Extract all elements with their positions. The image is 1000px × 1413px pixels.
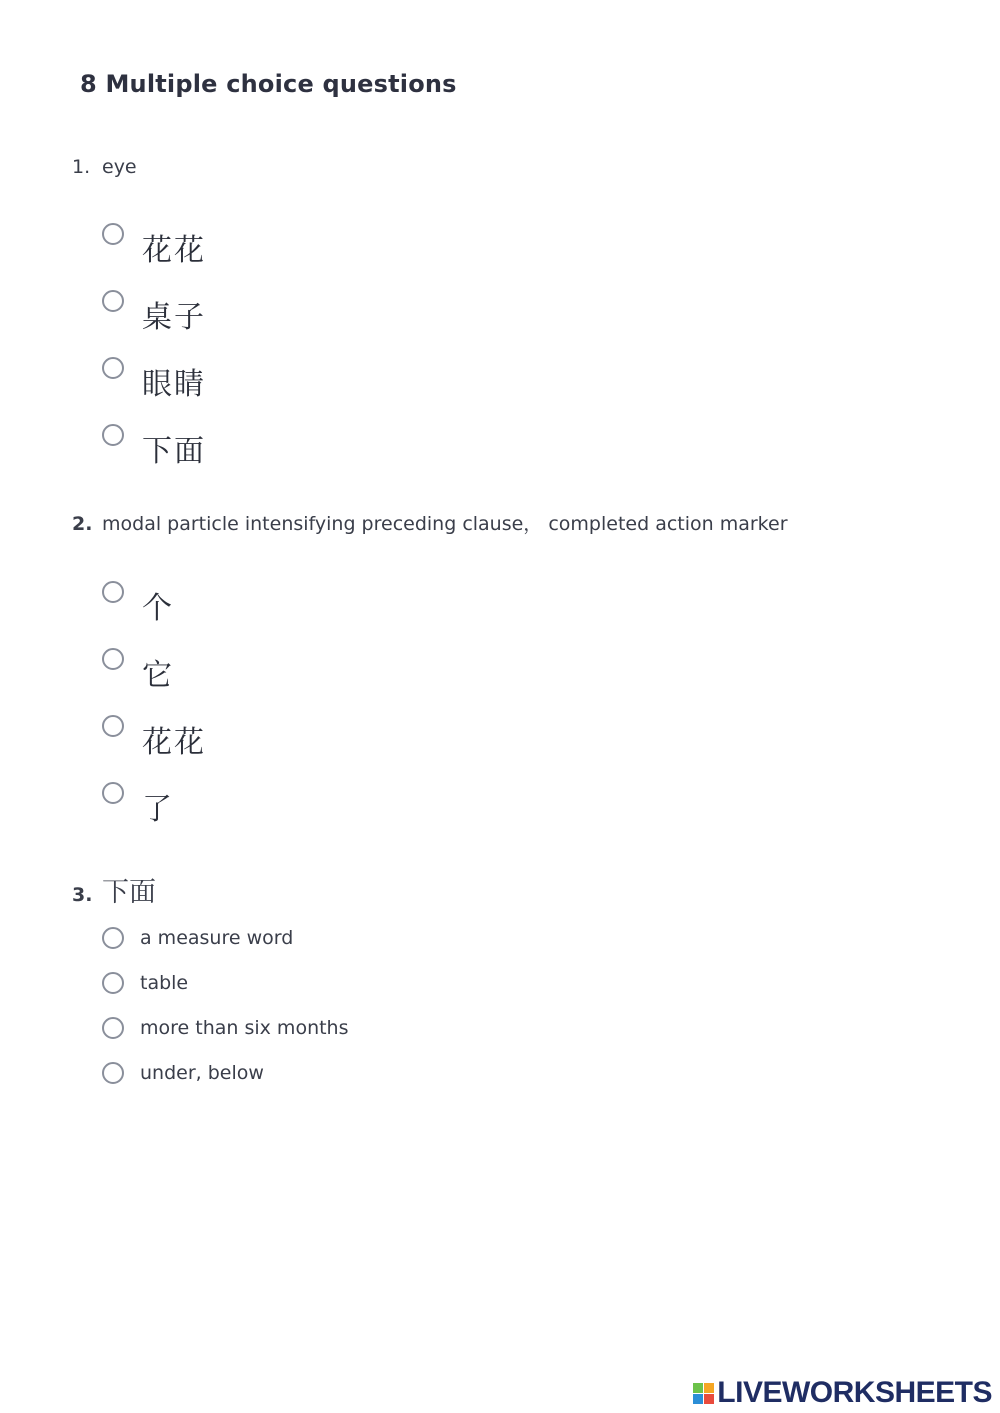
option-label: under, below [140, 1062, 264, 1084]
option-label: 桌子 [142, 300, 206, 335]
option-label: 下面 [142, 434, 206, 469]
radio-button[interactable] [102, 581, 124, 603]
option[interactable] [102, 1017, 349, 1039]
radio-button[interactable] [102, 648, 124, 670]
option-label: 眼睛 [142, 367, 206, 402]
radio-button[interactable] [102, 424, 124, 446]
option-label: 花花 [142, 233, 206, 268]
option[interactable] [102, 648, 174, 694]
radio-button[interactable] [102, 715, 124, 737]
question-prompt: 下面 [102, 877, 156, 908]
question-3 [72, 870, 952, 1084]
option-label: 个 [142, 591, 174, 626]
option[interactable] [102, 715, 206, 761]
radio-button[interactable] [102, 927, 124, 949]
radio-button[interactable] [102, 223, 124, 245]
option[interactable] [102, 290, 206, 336]
option[interactable] [102, 972, 188, 994]
question-number: 2. [72, 513, 93, 535]
option-label: table [140, 972, 189, 994]
option[interactable] [102, 424, 206, 470]
option[interactable] [102, 357, 206, 403]
radio-button[interactable] [102, 357, 124, 379]
option[interactable] [102, 782, 174, 828]
radio-button[interactable] [102, 1062, 124, 1084]
radio-button[interactable] [102, 972, 124, 994]
option-label: 了 [142, 792, 174, 827]
radio-button[interactable] [102, 782, 124, 804]
option[interactable] [102, 1062, 264, 1084]
radio-button[interactable] [102, 1017, 124, 1039]
question-2 [72, 509, 952, 827]
question-number: 1. [72, 156, 91, 178]
logo-square [693, 1394, 703, 1404]
option[interactable] [102, 927, 293, 949]
option-label: 花花 [142, 725, 206, 760]
brand-name: LIVEWORKSHEETS [717, 1376, 992, 1409]
logo-square [704, 1394, 714, 1404]
brand-footer [693, 1376, 992, 1410]
question-prompt: eye [102, 156, 137, 178]
logo-square [704, 1383, 714, 1393]
radio-button[interactable] [102, 290, 124, 312]
question-number: 3. [72, 884, 93, 906]
option-label: 它 [142, 658, 174, 693]
liveworksheets-logo-icon [693, 1383, 714, 1404]
logo-square [693, 1383, 703, 1393]
option-label: a measure word [140, 927, 294, 949]
option[interactable] [102, 581, 174, 627]
question-prompt: modal particle intensifying preceding clause， completed action marker [102, 513, 788, 535]
question-1 [72, 156, 952, 469]
option[interactable] [102, 223, 206, 269]
option-label: more than six months [140, 1017, 349, 1039]
page-title: 8 Multiple choice questions [80, 70, 457, 98]
